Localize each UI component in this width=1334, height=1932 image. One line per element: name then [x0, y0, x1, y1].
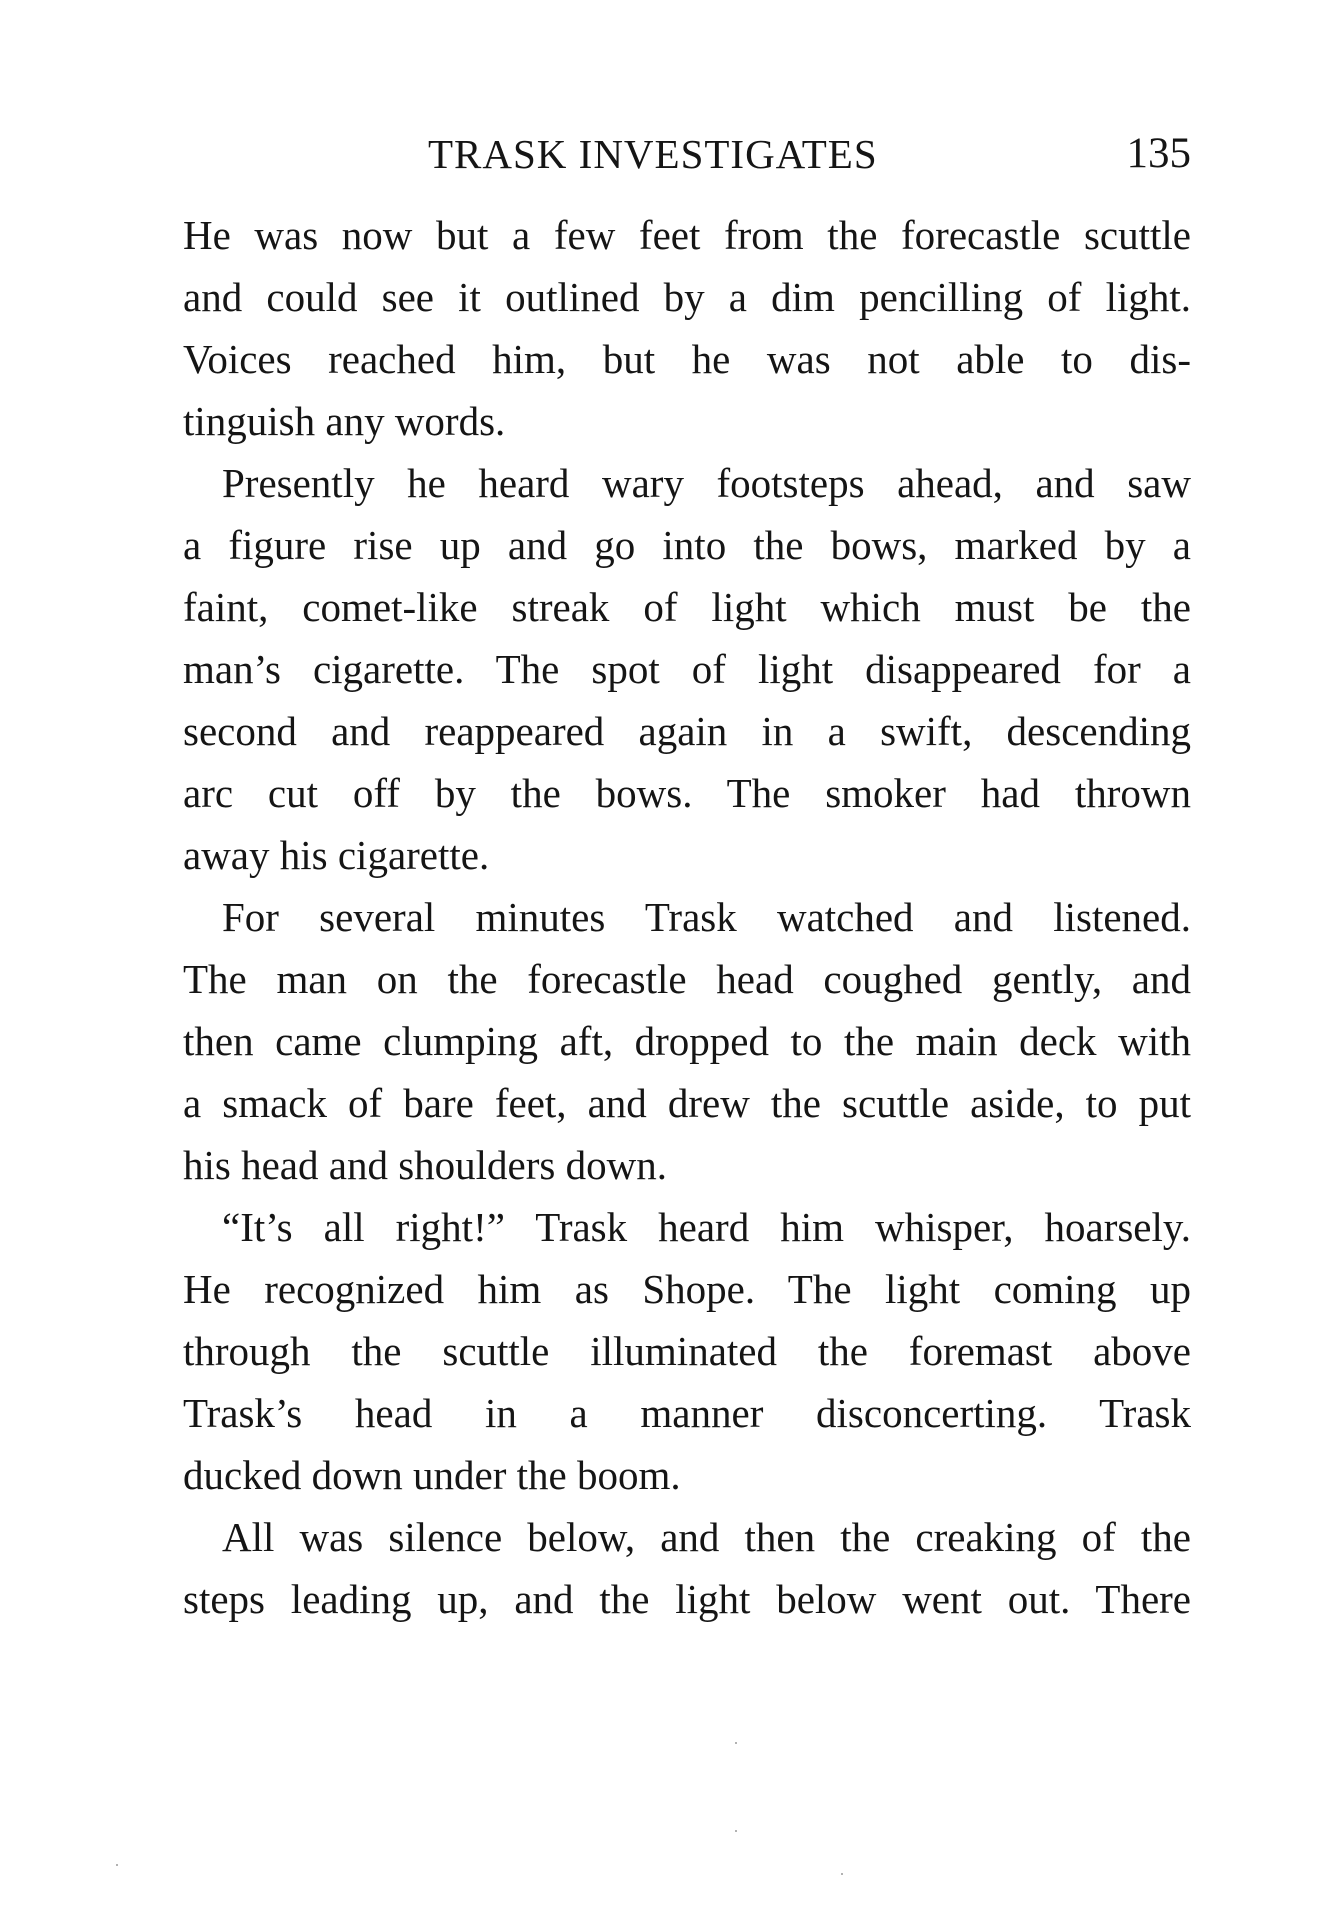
text-line: tinguish any words.: [183, 398, 506, 444]
paragraph: [183, 204, 1191, 452]
text-line: man’s cigarette. The spot of light disappeared for a: [183, 646, 1191, 692]
text-line: his head and shoulders down.: [183, 1142, 667, 1188]
text-line: Presently he heard wary footsteps ahead, and saw: [222, 460, 1191, 506]
text-line: a smack of bare feet, and drew the scuttle aside, to put: [183, 1080, 1191, 1126]
paper-speck: [116, 1864, 118, 1866]
text-line: He recognized him as Shope. The light coming up: [183, 1266, 1191, 1312]
paragraph: [183, 886, 1191, 1196]
paragraph: [183, 1506, 1191, 1630]
text-line: second and reappeared again in a swift, descending: [183, 708, 1191, 754]
text-line: He was now but a few feet from the forecastle scuttle: [183, 212, 1191, 258]
text-line: ducked down under the boom.: [183, 1452, 681, 1498]
text-line: through the scuttle illuminated the foremast above: [183, 1328, 1191, 1374]
text-line: “It’s all right!” Trask heard him whisper, hoarsely.: [222, 1204, 1191, 1250]
text-line: The man on the forecastle head coughed gently, and: [183, 956, 1191, 1002]
text-line: faint, comet-like streak of light which must be the: [183, 584, 1191, 630]
running-title: TRASK INVESTIGATES: [428, 131, 878, 177]
text-line: then came clumping aft, dropped to the main deck with: [183, 1018, 1191, 1064]
paragraph: [183, 1196, 1191, 1506]
text-line: All was silence below, and then the creaking of the: [222, 1514, 1191, 1560]
text-line: Trask’s head in a manner disconcerting. Trask: [183, 1390, 1191, 1436]
paragraph: [183, 452, 1191, 886]
running-head: [183, 126, 1191, 182]
text-line: arc cut off by the bows. The smoker had thrown: [183, 770, 1191, 816]
text-line: Voices reached him, but he was not able to dis-: [183, 336, 1191, 382]
text-line: a figure rise up and go into the bows, marked by a: [183, 522, 1191, 568]
text-line: and could see it outlined by a dim pencilling of light.: [183, 274, 1191, 320]
text-line: For several minutes Trask watched and listened.: [222, 894, 1191, 940]
paper-speck: [735, 1742, 737, 1744]
body-text: [183, 204, 1191, 1630]
text-line: away his cigarette.: [183, 832, 490, 878]
paper-speck: [735, 1830, 737, 1832]
text-line: steps leading up, and the light below went out. There: [183, 1576, 1191, 1622]
page-number: 135: [1126, 130, 1191, 177]
paper-speck: [841, 1873, 843, 1875]
